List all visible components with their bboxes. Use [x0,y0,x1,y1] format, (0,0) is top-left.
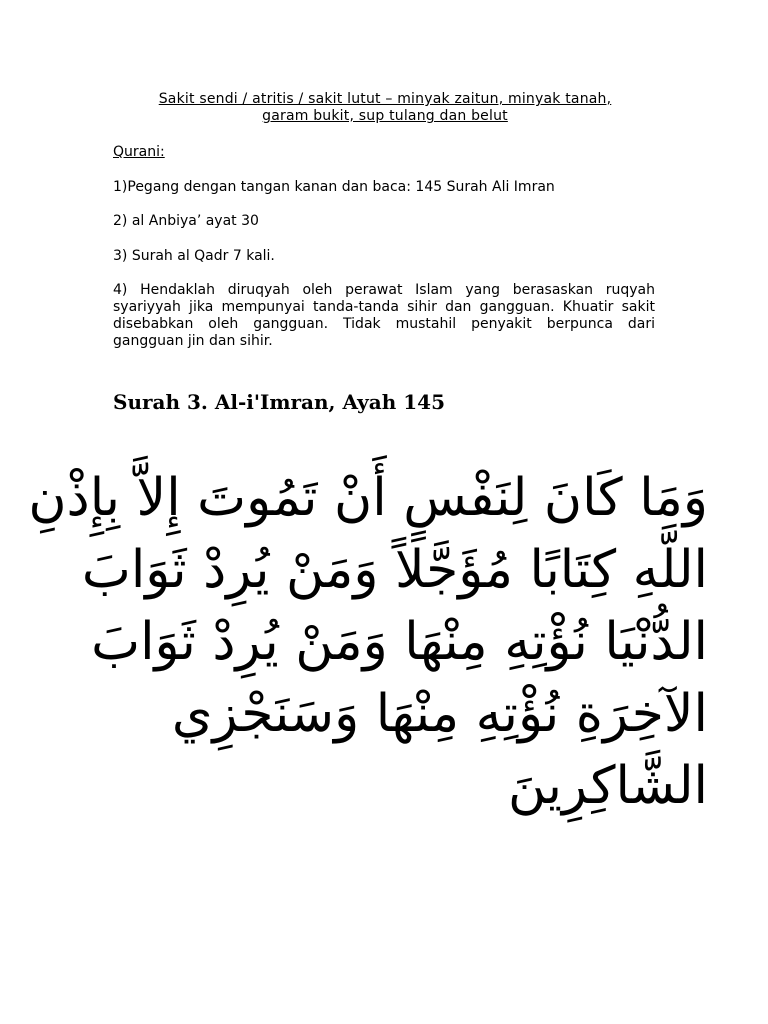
list-item-1: 1)Pegang dengan tangan kanan dan baca: 145 Surah Ali Imran [113,179,555,195]
arabic-verse-line-2: اللَّهِ كِتَابًا مُؤَجَّلاً وَمَنْ يُرِدْ ثَوَابَ [81,540,708,600]
arabic-verse-line-4: الآخِرَةِ نُؤْتِهِ مِنْهَا وَسَنَجْزِي [171,684,708,744]
list-item-4: 4) Hendaklah diruqyah oleh perawat Islam yang berasaskan ruqyah syariyyah jika mempunyai tanda-tanda sihir dan gangguan. Khuatir sakit disebabkan oleh gangguan. Tidak mustahil penyakit berpunca dari gangguan jin dan sihir. [113,282,655,349]
document-title-line-1: Sakit sendi / atritis / sakit lutut – minyak zaitun, minyak tanah, [158,91,612,107]
surah-heading: Surah 3. Al-i'Imran, Ayah 145 [113,390,445,414]
arabic-verse-line-1: وَمَا كَانَ لِنَفْسٍ أَنْ تَمُوتَ إِلاَّ بِإِذْنِ [28,468,708,528]
section-label-qurani: Qurani: [113,144,165,160]
list-item-3: 3) Surah al Qadr 7 kali. [113,248,275,264]
list-item-2: 2) al Anbiya’ ayat 30 [113,213,259,229]
arabic-verse-line-3: الدُّنْيَا نُؤْتِهِ مِنْهَا وَمَنْ يُرِدْ ثَوَابَ [91,612,708,672]
arabic-verse-line-5: الشَّاكِرِينَ [507,756,708,816]
document-title-line-2: garam bukit, sup tulang dan belut [262,108,508,124]
document-title [100,91,670,125]
arabic-verse [28,462,708,822]
